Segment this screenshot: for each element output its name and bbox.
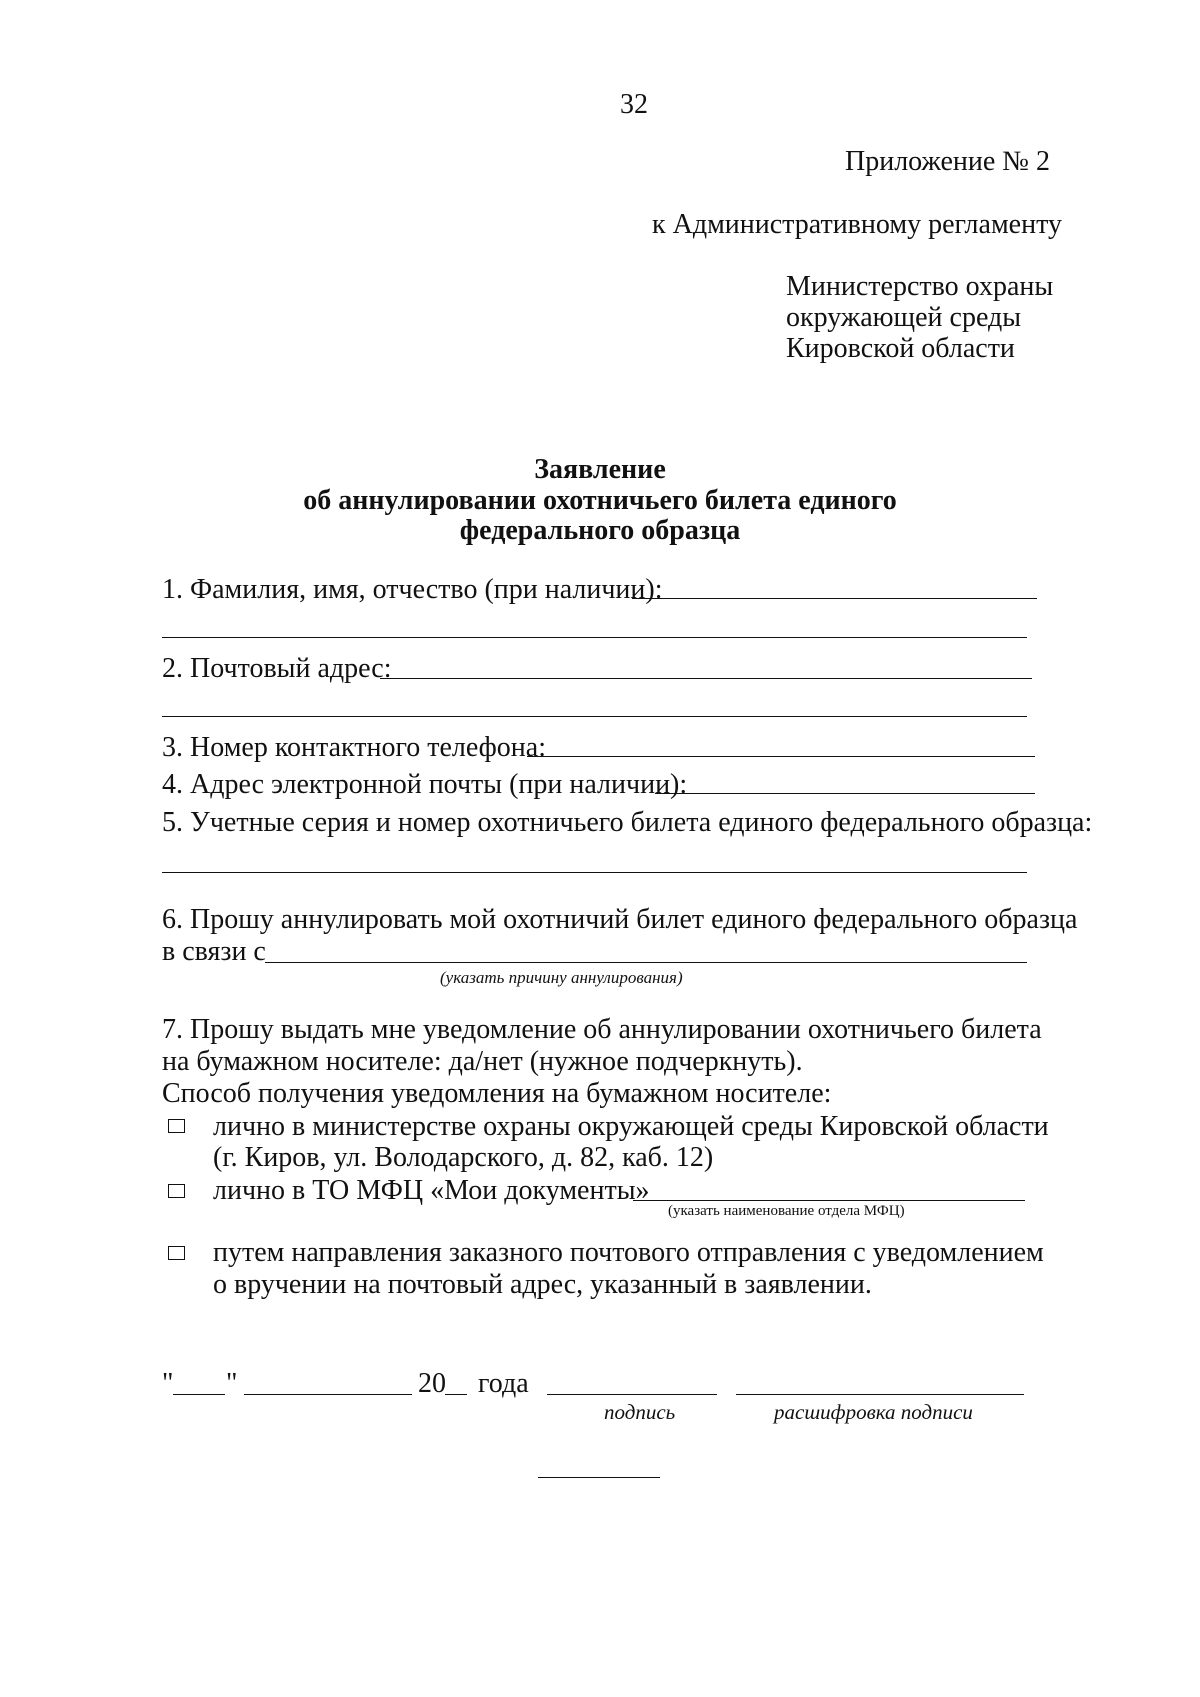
document-subtitle-1: об аннулировании охотничьего билета единого xyxy=(303,485,897,516)
closing-divider xyxy=(538,1477,660,1478)
field-ticket-number-input[interactable] xyxy=(162,872,1027,873)
field-full-name-input[interactable] xyxy=(632,598,1037,599)
option-ministry-label-2: (г. Киров, ул. Володарского, д. 82, каб. 12) xyxy=(213,1142,714,1173)
appendix-label: Приложение № 2 xyxy=(845,146,1050,177)
option-mail-checkbox[interactable] xyxy=(168,1246,185,1260)
recipient-line-1: Министерство охраны xyxy=(786,271,1054,302)
field-reason-prefix: в связи с xyxy=(162,936,266,967)
field-reason-hint: (указать причину аннулирования) xyxy=(440,968,683,987)
option-ministry-label-1: лично в министерстве охраны окружающей среды Кировской области xyxy=(213,1111,1049,1142)
field-postal-address-label: 2. Почтовый адрес: xyxy=(162,653,392,684)
field-phone-label: 3. Номер контактного телефона: xyxy=(162,732,546,763)
field-phone-input[interactable] xyxy=(527,756,1035,757)
recipient-line-3: Кировской области xyxy=(786,333,1015,364)
regulation-label: к Административному регламенту xyxy=(652,209,1062,240)
option-mfc-input[interactable] xyxy=(633,1200,1025,1201)
field-reason-input[interactable] xyxy=(265,962,1027,963)
field-postal-address-input[interactable] xyxy=(380,678,1032,679)
method-title: Способ получения уведомления на бумажном носителе: xyxy=(162,1078,832,1109)
field-email-input[interactable] xyxy=(655,793,1035,794)
signature-decode-input[interactable] xyxy=(736,1394,1024,1395)
date-day-input[interactable] xyxy=(173,1394,225,1395)
option-mail-label-1: путем направления заказного почтового отправления с уведомлением xyxy=(213,1237,1044,1268)
option-mfc-label: лично в ТО МФЦ «Мои документы» xyxy=(213,1175,650,1206)
date-quote-close: " xyxy=(226,1368,238,1399)
date-year-prefix: 20 xyxy=(418,1368,446,1399)
field-full-name-input-2[interactable] xyxy=(162,637,1027,638)
recipient-line-2: окружающей среды xyxy=(786,302,1022,333)
field-postal-address-input-2[interactable] xyxy=(162,716,1027,717)
signature-input[interactable] xyxy=(547,1394,717,1395)
field-notification-label-2: на бумажном носителе: да/нет (нужное подчеркнуть). xyxy=(162,1046,803,1077)
option-ministry-checkbox[interactable] xyxy=(168,1119,185,1133)
date-month-input[interactable] xyxy=(244,1394,412,1395)
option-mail-label-2: о вручении на почтовый адрес, указанный в заявлении. xyxy=(213,1269,872,1300)
document-title: Заявление xyxy=(534,454,666,485)
field-ticket-number-label: 5. Учетные серия и номер охотничьего билета единого федерального образца: xyxy=(162,807,1093,838)
signature-decode-label: расшифровка подписи xyxy=(774,1400,973,1424)
field-reason-label: 6. Прошу аннулировать мой охотничий билет единого федерального образца xyxy=(162,904,1078,935)
date-quote-open: " xyxy=(162,1368,174,1399)
field-notification-label-1: 7. Прошу выдать мне уведомление об аннулировании охотничьего билета xyxy=(162,1014,1042,1045)
page-number: 32 xyxy=(620,89,648,120)
option-mfc-hint: (указать наименование отдела МФЦ) xyxy=(668,1203,905,1219)
date-year-input[interactable] xyxy=(445,1394,467,1395)
signature-label: подпись xyxy=(604,1400,676,1424)
option-mfc-checkbox[interactable] xyxy=(168,1184,185,1198)
field-full-name-label: 1. Фамилия, имя, отчество (при наличии): xyxy=(162,574,663,605)
document-subtitle-2: федерального образца xyxy=(459,515,741,546)
field-email-label: 4. Адрес электронной почты (при наличии): xyxy=(162,769,688,800)
date-year-suffix: года xyxy=(478,1368,529,1399)
